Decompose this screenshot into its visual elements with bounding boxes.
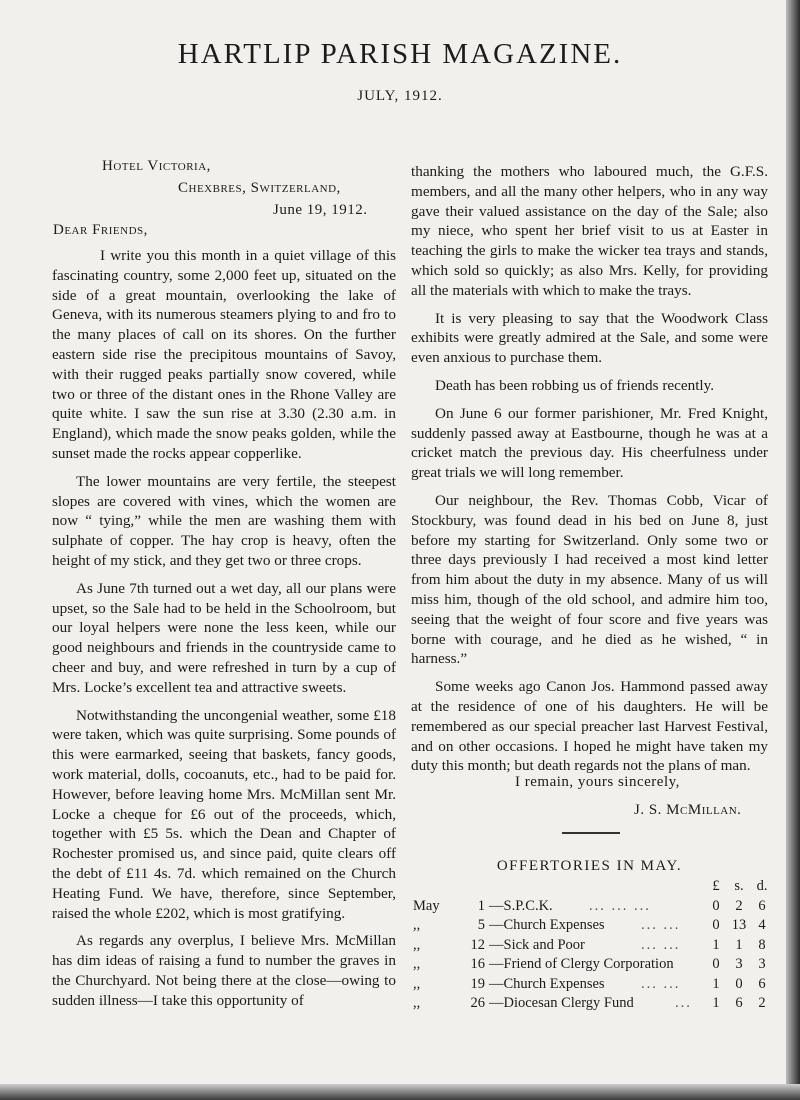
address-date: June 19, 1912.	[273, 202, 368, 218]
row-description: —Church Expenses	[489, 975, 605, 992]
row-leader-dots: ... ...	[641, 936, 681, 953]
row-pounds: 1	[712, 995, 720, 1011]
closing: I remain, yours sincerely,	[515, 774, 680, 790]
row-description: —Diocesan Clergy Fund	[489, 995, 634, 1011]
row-pounds: 0	[712, 956, 720, 972]
row-pounds: 0	[712, 897, 720, 914]
offertories-table	[413, 878, 773, 1015]
paragraph: Notwithstanding the uncongenial weather, some £18 were taken, which was quite surprising. Some pounds of this were earmarked, seeing that baskets, fancy goods, work material, dolls, cocoanuts, etc., had to be paid for. However, before leaving home Mrs. McMillan sent Mr. Locke a cheque for £6 out of the proceeds, which, together with £5 5s. which the Dean and Chapter of Rochester promised us, and since paid, quite clears off the debt of £11 4s. 7d. which remained on the Church Heating Fund. We have, therefore, since September, raised the whole £202, which is most gratifying.	[52, 706, 396, 922]
row-month: May	[413, 897, 440, 914]
row-description: —S.P.C.K.	[489, 897, 553, 914]
row-shillings: 0	[735, 975, 743, 992]
row-day: 26	[470, 995, 485, 1011]
row-pence: 4	[758, 917, 766, 933]
row-shillings: 1	[735, 936, 743, 953]
table-row	[413, 976, 773, 996]
row-day: 12	[470, 936, 485, 953]
signature: J. S. McMillan.	[634, 802, 742, 818]
row-description: —Friend of Clergy Corporation	[489, 956, 674, 972]
row-pounds: 1	[712, 975, 720, 992]
table-row	[413, 898, 773, 918]
table-row	[413, 995, 773, 1015]
address-line-1: Hotel Victoria,	[102, 158, 211, 174]
row-month: ,,	[413, 936, 421, 953]
paragraph: I write you this month in a quiet village of this fascinating country, some 2,000 feet up, situated on the side of a great mountain, overlooking the lake of Geneva, with its numerous steamers plying to and fro to the many places of call on its shores. On the further eastern side rise the precipitous mountains of Savoy, with their rugged peaks partially snow covered, while two or three of the distant ones in the Rhone Valley are quite white. I saw the sun rise at 3.30 (2.30 a.m. in England), which made the snow peaks golden, while the sunset made the rocks appear copperlike.	[52, 247, 396, 462]
row-day: 5	[477, 917, 485, 933]
row-pence: 6	[758, 975, 766, 992]
column-header-shillings: s.	[734, 878, 744, 894]
paragraph: Some weeks ago Canon Jos. Hammond passed away at the residence of one of his daughters. He will be remembered as our special preacher last Harvest Festival, and on other occasions. I hoped he might have taken my duty this month; but death regards not the plans of man.	[411, 678, 768, 775]
paragraph: As regards any overplus, I believe Mrs. McMillan has dim ideas of raising a fund to number the graves in the Churchyard. Not being there at the close—owing to sudden illness—I take this opportunity of	[52, 932, 396, 1009]
row-leader-dots: ... ... ...	[589, 897, 651, 914]
row-day: 19	[470, 975, 485, 992]
table-row	[413, 917, 773, 937]
row-pence: 3	[758, 956, 766, 972]
row-shillings: 6	[735, 995, 743, 1011]
address-line-2: Chexbres, Switzerland,	[178, 180, 341, 196]
section-divider	[562, 832, 620, 834]
salutation: Dear Friends,	[53, 222, 148, 238]
row-description: —Sick and Poor	[489, 936, 585, 953]
paragraph: Our neighbour, the Rev. Thomas Cobb, Vicar of Stockbury, was found dead in his bed on June 8, just before my starting for Switzerland. Only some two or three days previously I had received a most kind letter from him about the duty in my absence. Many of us will miss him, though of the old school, and admire him too, seeing that the weight of four score and five years was borne with courage, and he died as he wished, “ in harness.”	[411, 491, 768, 668]
column-header-pounds: £	[712, 878, 720, 894]
page-edge-bottom	[0, 1084, 800, 1100]
row-leader-dots: ... ...	[641, 917, 681, 933]
table-row	[413, 956, 773, 976]
row-shillings: 3	[735, 956, 743, 972]
left-column	[52, 246, 396, 1018]
offertories-header-row	[413, 878, 773, 898]
row-pence: 6	[758, 897, 766, 914]
paragraph: As June 7th turned out a wet day, all our plans were upset, so the Sale had to be held in the Schoolroom, but our loyal helpers were none the less keen, while our good neighbours and friends in the countryside came to cheer and buy, and were refreshed in turn by a cup of Mrs. Locke’s excellent tea and attractive sweets.	[52, 579, 396, 696]
row-leader-dots: ...	[675, 995, 692, 1011]
row-day: 1	[477, 897, 485, 914]
row-pence: 2	[758, 995, 766, 1011]
row-month: ,,	[413, 975, 421, 992]
issue-date: JULY, 1912.	[357, 88, 443, 104]
row-pounds: 1	[712, 936, 720, 953]
column-header-pence: d.	[756, 878, 768, 894]
row-shillings: 13	[731, 917, 747, 933]
row-description: —Church Expenses	[489, 917, 605, 933]
row-month: ,,	[413, 956, 421, 972]
row-shillings: 2	[735, 897, 743, 914]
row-month: ,,	[413, 917, 421, 933]
right-column	[411, 162, 768, 784]
row-month: ,,	[413, 995, 421, 1011]
row-pence: 8	[758, 936, 766, 953]
row-day: 16	[470, 956, 485, 972]
table-row	[413, 937, 773, 957]
paragraph: On June 6 our former parishioner, Mr. Fred Knight, suddenly passed away at Eastbourne, though he was at a cricket match the previous day. His cheerfulness under great trials we will long remember.	[411, 404, 768, 482]
page-edge-right	[786, 0, 800, 1100]
paragraph: thanking the mothers who laboured much, the G.F.S. members, and all the many other helpers, who in any way gave their valued assistance on the day of the Sale; also my niece, who spent her brief visit to us at Easter in teaching the girls to make the wicker tea trays and stands, which sold so quickly; as also Mrs. Kelly, for providing all the materials with which to make the trays.	[411, 163, 768, 299]
paragraph: Death has been robbing us of friends recently.	[435, 376, 715, 394]
magazine-title: HARTLIP PARISH MAGAZINE.	[177, 38, 623, 70]
paragraph: The lower mountains are very fertile, the steepest slopes are covered with vines, which the women are now “ tying,” while the men are washing them with sulphate of copper. The hay crop is heavy, often the height of my stick, and they get two or three crops.	[52, 472, 396, 569]
row-leader-dots: ... ...	[641, 975, 681, 992]
paragraph: It is very pleasing to say that the Woodwork Class exhibits were greatly admired at the Sale, and some were even anxious to purchase them.	[411, 309, 768, 367]
offertories-title: OFFERTORIES IN MAY.	[496, 858, 683, 874]
row-pounds: 0	[712, 917, 720, 933]
